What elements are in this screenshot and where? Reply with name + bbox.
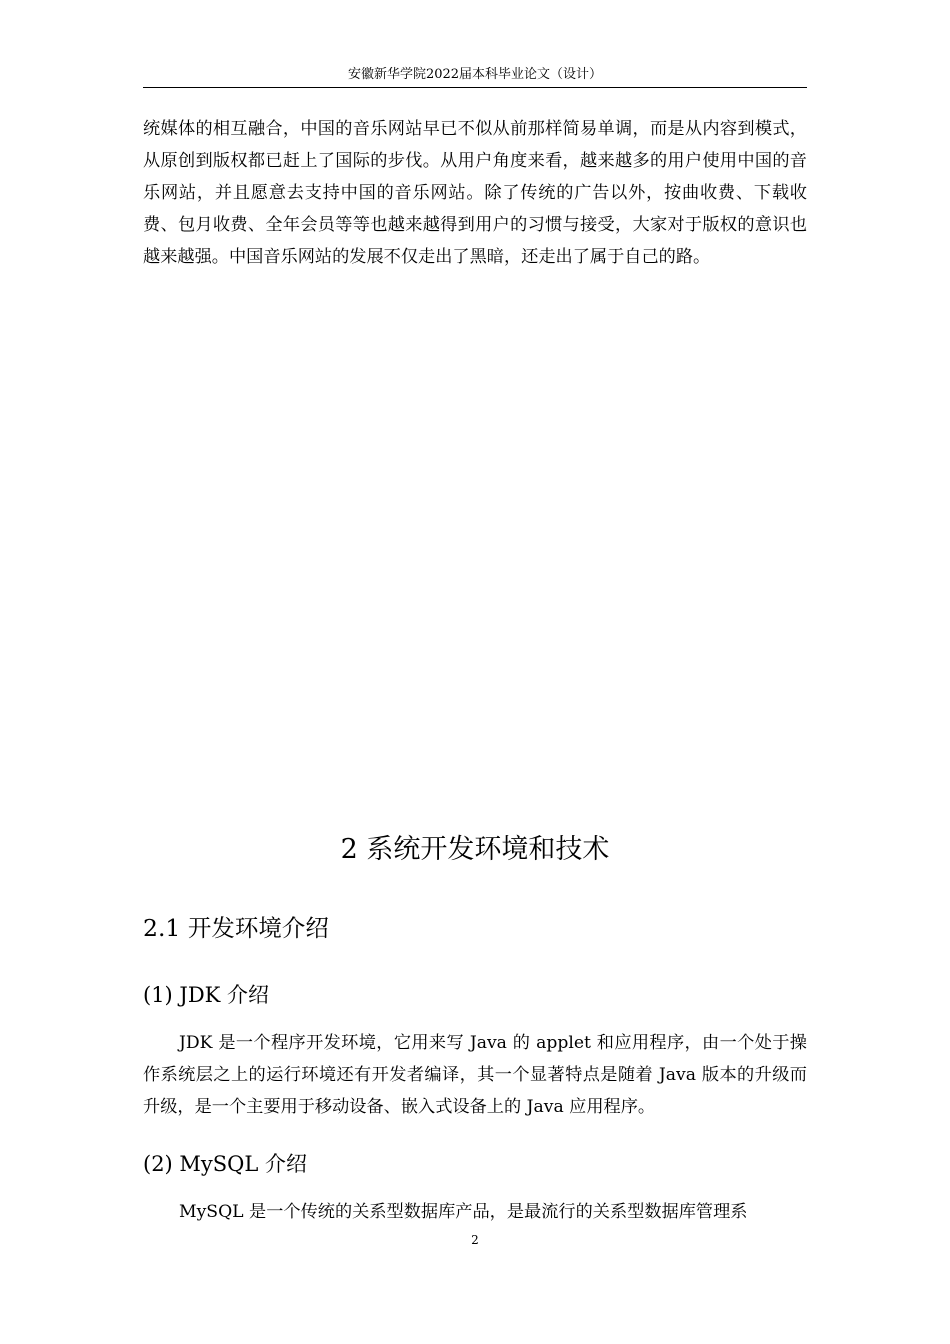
intro-paragraph: 统媒体的相互融合，中国的音乐网站早已不似从前那样简易单调，而是从内容到模式，从原创到版权都已赶上了国际的步伐。从用户角度来看，越来越多的用户使用中国的音乐网站，并且愿意去支持中国的音乐网站。除了传统的广告以外，按曲收费、下载收费、包月收费、全年会员等等也越来越得到用户的习惯与接受，大家对于版权的意识也越来越强。中国音乐网站的发展不仅走出了黑暗，还走出了属于自己的路。 [143,119,807,267]
header-rule [143,87,807,88]
page-number: 2 [471,1233,479,1247]
chapter-title: 2 系统开发环境和技术 [340,834,610,865]
section-title: 2.1 开发环境介绍 [143,914,329,942]
mysql-paragraph: MySQL 是一个传统的关系型数据库产品，是最流行的关系型数据库管理系 [179,1202,748,1222]
jdk-subsection-title: (1) JDK 介绍 [143,983,270,1007]
jdk-paragraph: JDK 是一个程序开发环境，它用来写 Java 的 applet 和应用程序，由一个处于操作系统层之上的运行环境还有开发者编译，其一个显著特点是随着 Java 版本的升级而升级，是一个主要用于移动设备、嵌入式设备上的 Java 应用程序。 [143,1033,807,1117]
mysql-subsection-title: (2) MySQL 介绍 [143,1152,308,1176]
page-header: 安徽新华学院2022届本科毕业论文（设计） [347,67,603,82]
